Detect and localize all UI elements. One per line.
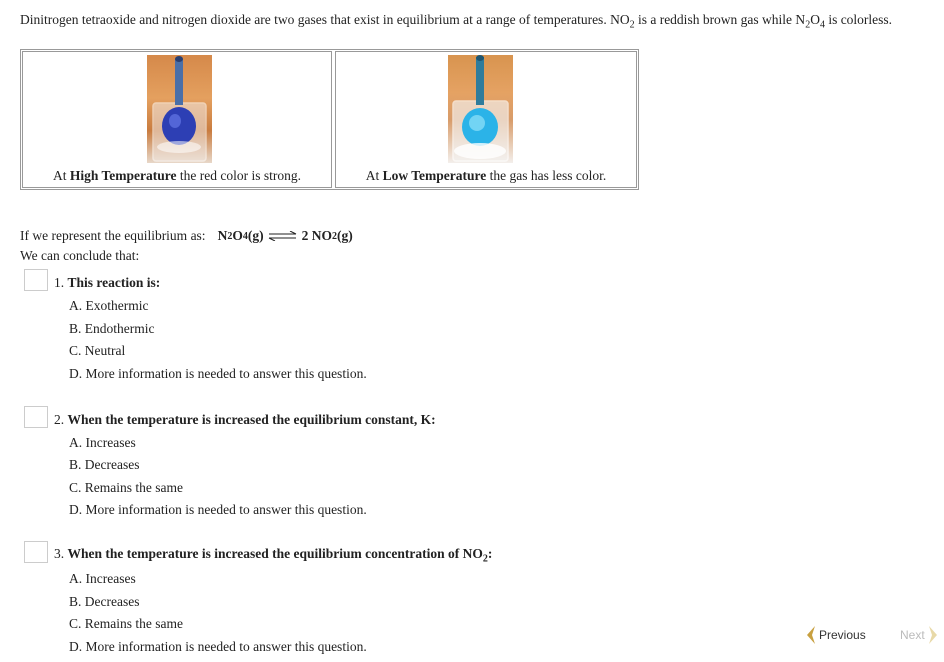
previous-label: Previous: [819, 628, 866, 642]
q3-option-c: C. Remains the same: [69, 616, 183, 631]
q3-option-a: A. Increases: [69, 571, 136, 586]
q1-option-c: C. Neutral: [69, 343, 126, 358]
intro-text-2: is a reddish brown gas while N: [634, 12, 806, 27]
next-label: Next: [900, 628, 925, 642]
answer-box-q2[interactable]: [24, 406, 48, 428]
caption-low-post: the gas has less color.: [486, 168, 607, 183]
previous-button[interactable]: [806, 625, 866, 645]
caption-high-bold: High Temperature: [69, 168, 177, 183]
intro-sub-1: 2: [629, 19, 635, 31]
q2-option-a: A. Increases: [69, 435, 136, 450]
caption-low-pre: At: [365, 168, 383, 183]
eq-product-state: (g): [336, 228, 353, 243]
eq-reactant-sub1: 2: [227, 230, 233, 242]
eq-reactant: N: [217, 228, 228, 243]
intro-text-3: O: [810, 12, 820, 27]
eq-reactant-sub2: 4: [242, 230, 248, 242]
q2-option-d: D. More information is needed to answer this question.: [69, 502, 367, 517]
q1-option-d: D. More information is needed to answer this question.: [69, 366, 367, 381]
question-2-title: [54, 412, 436, 428]
question-3-title: [54, 546, 492, 565]
eq-reactant-state: (g): [247, 228, 264, 243]
intro-text-1: Dinitrogen tetraoxide and nitrogen dioxide are two gases that exist in equilibrium at a range of temperatures. NO: [20, 12, 630, 27]
q3-option-b: B. Decreases: [69, 594, 140, 609]
answer-box-q3[interactable]: [24, 541, 48, 563]
question-3-text: When the temperature is increased the equilibrium concentration of NO: [67, 546, 483, 561]
equilibrium-equation: [218, 228, 353, 244]
question-1-text: This reaction is:: [67, 275, 161, 290]
figure-low-temperature: [335, 51, 637, 188]
equilibrium-line: [20, 228, 353, 244]
question-1-number: 1.: [54, 275, 65, 290]
q3-option-d: D. More information is needed to answer this question.: [69, 639, 367, 654]
eq-product-sub: 2: [331, 230, 337, 242]
question-3-text-wrap: [67, 546, 493, 565]
flask-photo-low-temp: [448, 55, 513, 163]
figure-caption-high: [23, 168, 331, 184]
question-3-number: 3.: [54, 546, 65, 561]
caption-high-pre: At: [53, 168, 70, 183]
intro-paragraph: [20, 10, 935, 30]
flask-low-illustration: [448, 55, 513, 163]
equilibrium-arrows-icon: [268, 231, 298, 241]
q2-option-b: B. Decreases: [69, 457, 140, 472]
equilibrium-lead-text: If we represent the equilibrium as:: [20, 228, 206, 243]
intro-text-4: is colorless.: [824, 12, 893, 27]
flask-photo-high-temp: [147, 55, 212, 163]
next-button[interactable]: [900, 625, 938, 645]
q1-option-a: A. Exothermic: [69, 298, 149, 313]
q1-option-b: B. Endothermic: [69, 321, 155, 336]
question-3-sub: 2: [482, 553, 488, 565]
chevron-right-icon: [928, 625, 938, 645]
intro-sub-2: 2: [805, 19, 811, 31]
question-2-number: 2.: [54, 412, 65, 427]
chevron-left-icon: [806, 625, 816, 645]
flask-high-illustration: [147, 55, 212, 163]
caption-high-post: the red color is strong.: [176, 168, 301, 183]
question-1-title: [54, 275, 160, 291]
q2-option-c: C. Remains the same: [69, 480, 183, 495]
question-2-text: When the temperature is increased the equilibrium constant, K:: [67, 412, 436, 427]
figure-high-temperature: [22, 51, 332, 188]
conclude-text: We can conclude that:: [20, 248, 140, 263]
question-3-end: :: [487, 546, 493, 561]
caption-low-bold: Low Temperature: [382, 168, 487, 183]
eq-product: 2 NO: [301, 228, 332, 243]
answer-box-q1[interactable]: [24, 269, 48, 291]
figure-caption-low: [336, 168, 636, 184]
figure-table: [20, 49, 639, 190]
eq-reactant-mid: O: [232, 228, 243, 243]
intro-sub-3: 4: [819, 19, 825, 31]
